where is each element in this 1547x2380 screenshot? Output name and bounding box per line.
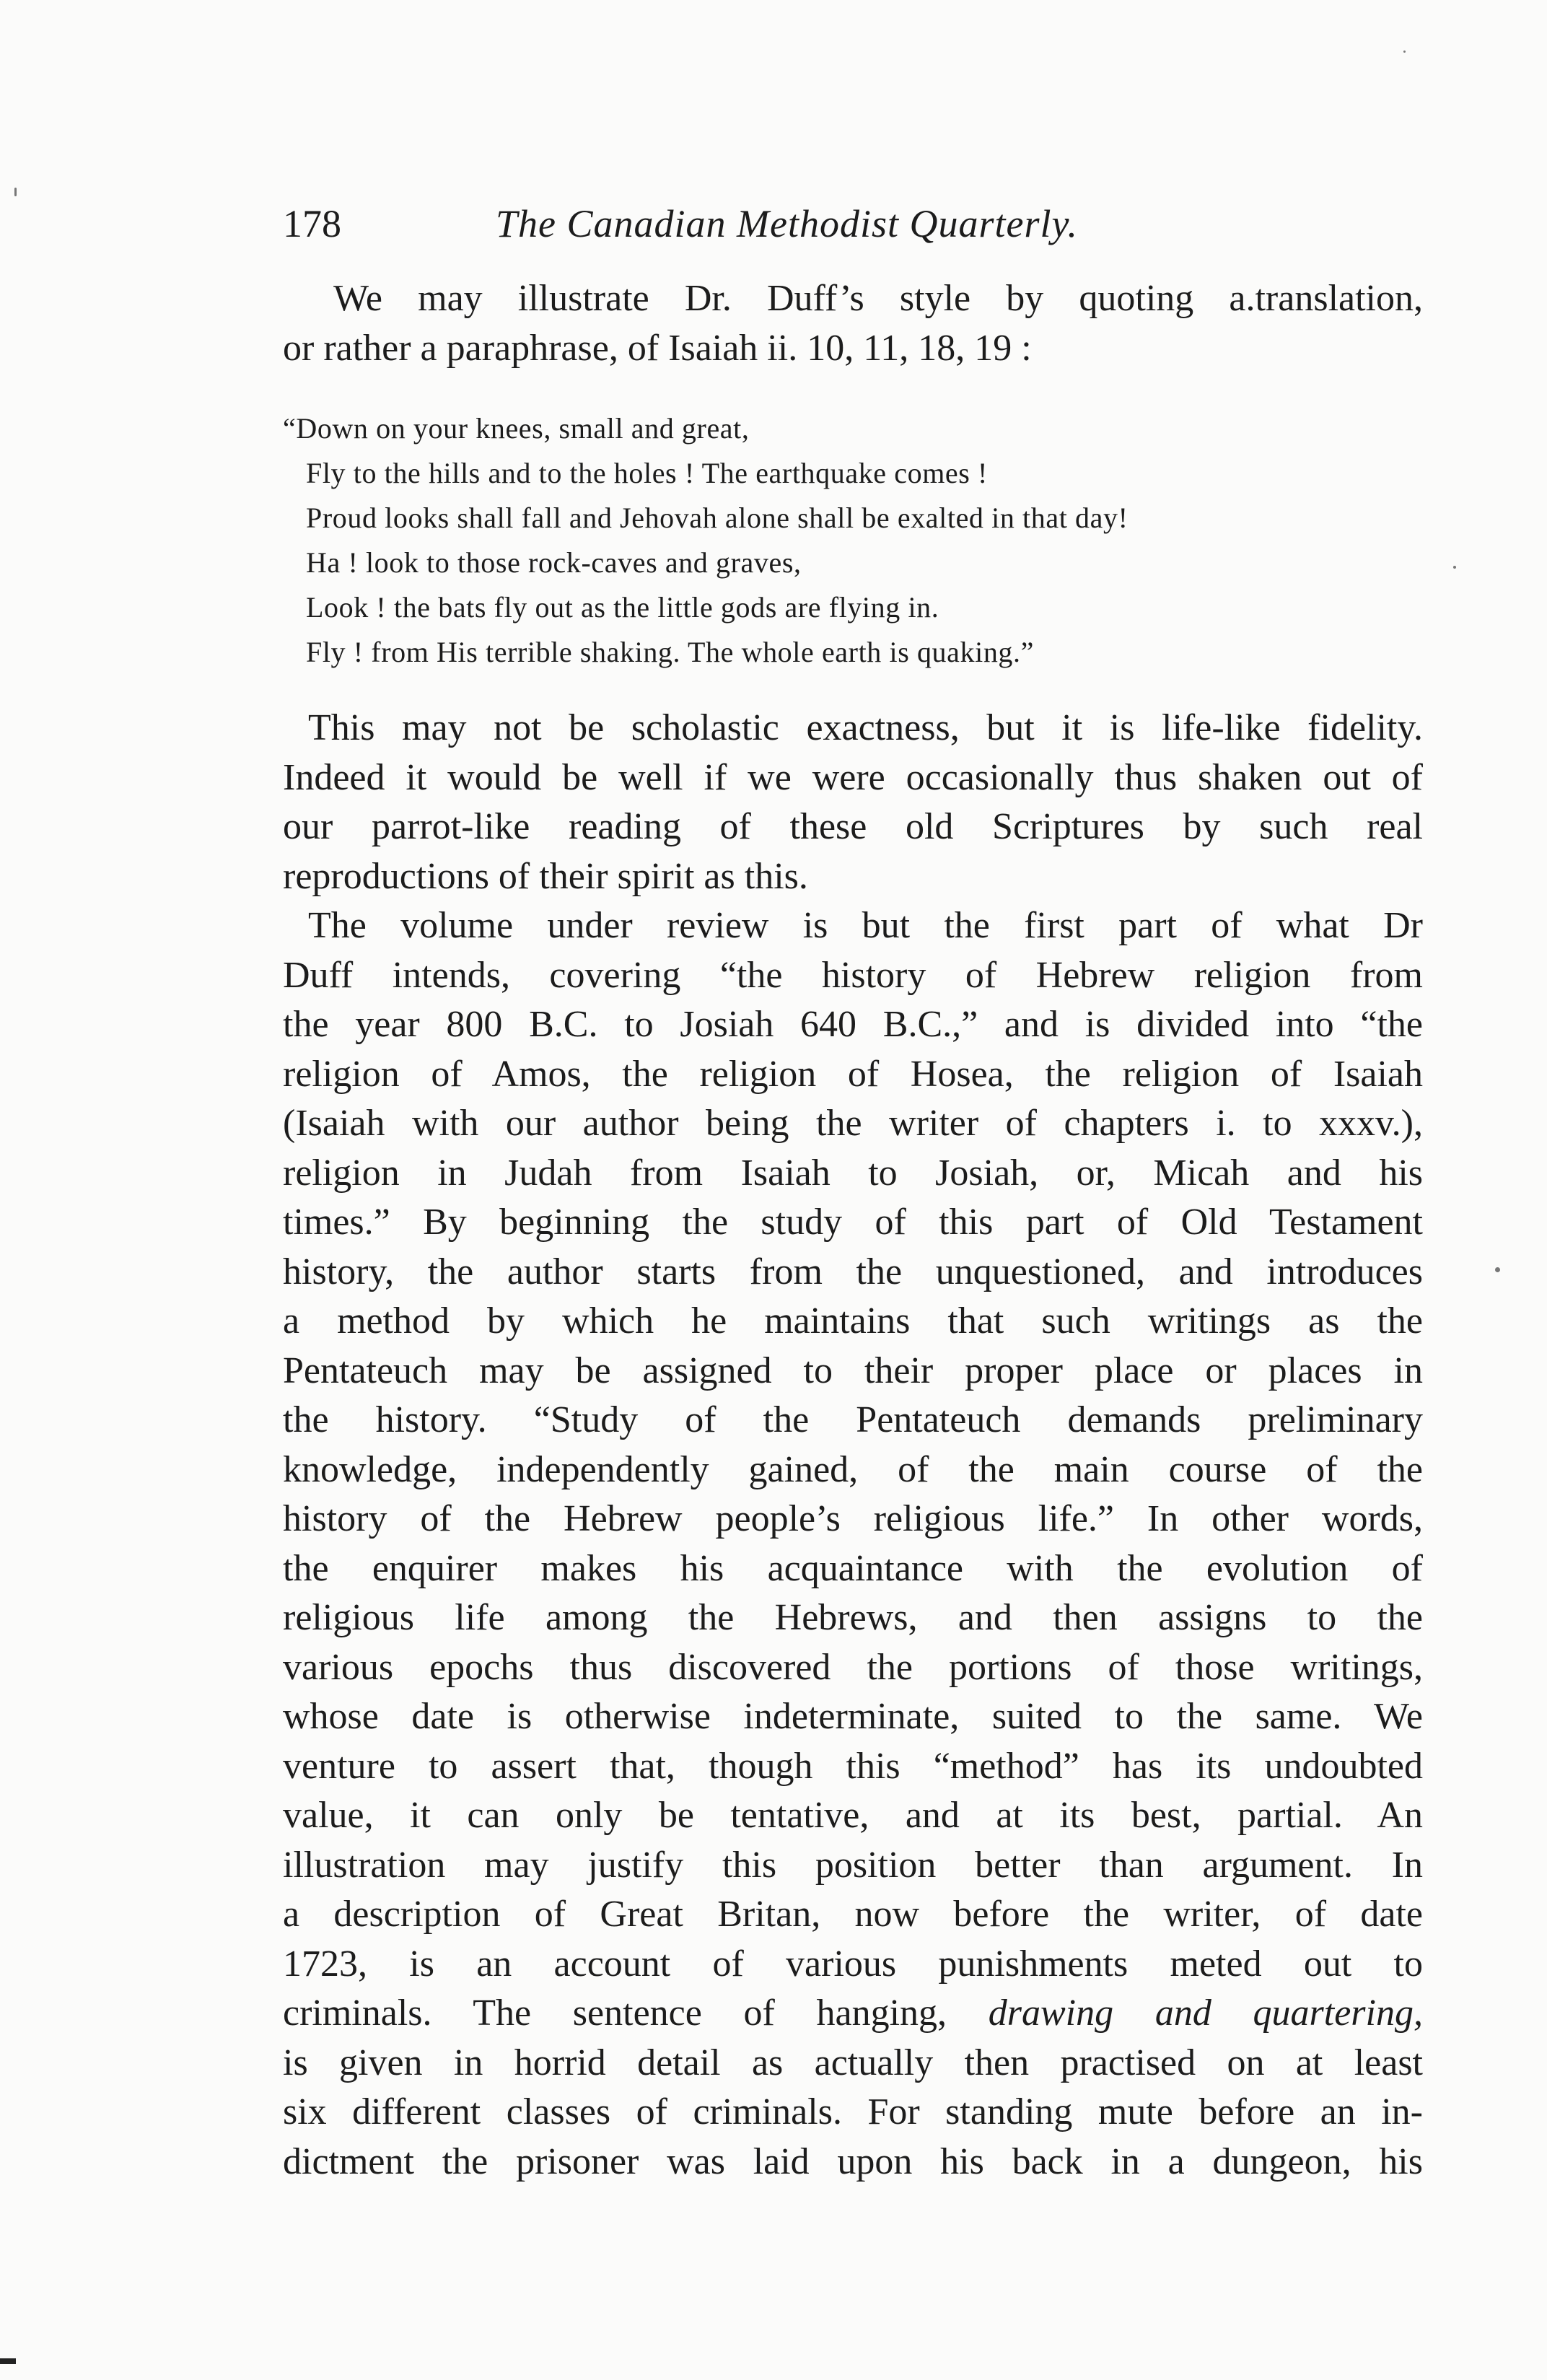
text-line: dictment the prisoner was laid upon his back in a dungeon, his: [283, 2140, 1423, 2182]
text-line: the year 800 B.C. to Josiah 640 B.C.,” and is divided into “the: [283, 1004, 1423, 1045]
text-line: value, it can only be tentative, and at its best, partial. An: [283, 1795, 1423, 1836]
text-line: religious life among the Hebrews, and then assigns to the: [283, 1597, 1423, 1638]
text-line: is given in horrid detail as actually then practised on at least: [283, 2042, 1423, 2083]
margin-speck: [14, 188, 17, 196]
verse-line: Look ! the bats fly out as the little gods are flying in.: [306, 591, 939, 624]
text-line: reproductions of their spirit as this.: [283, 855, 808, 897]
verse-line: “Down on your knees, small and great,: [283, 412, 750, 445]
text-line: history, the author starts from the unquestioned, and introduces: [283, 1251, 1423, 1292]
text-line: Duff intends, covering “the history of Hebrew religion from: [283, 954, 1423, 996]
text-line: times.” By beginning the study of this part of Old Testament: [283, 1202, 1423, 1243]
verse-quotation: [283, 406, 1423, 675]
page-body: [283, 195, 1423, 2187]
journal-title: The Canadian Methodist Quarterly.: [496, 202, 1078, 245]
text-line: a method by which he maintains that such writings as the: [283, 1300, 1423, 1342]
margin-speck: [1495, 1267, 1500, 1272]
text-line: whose date is otherwise indeterminate, suited to the same. We: [283, 1696, 1423, 1737]
paragraph-fidelity: [283, 704, 1423, 901]
verse-line: Fly ! from His terrible shaking. The whole earth is quaking.”: [306, 636, 1034, 668]
text-line: or rather a paraphrase, of Isaiah ii. 10, 11, 18, 19 :: [283, 327, 1032, 369]
text-line: venture to assert that, though this “method” has its undoubted: [283, 1745, 1423, 1787]
text-line: Indeed it would be well if we were occasionally thus shaken out of: [283, 756, 1423, 798]
text-line: [283, 1989, 1423, 2039]
text-line: This may not be scholastic exactness, but it is life-like fidelity.: [308, 707, 1423, 748]
text-line: various epochs thus discovered the portions of those writings,: [283, 1646, 1423, 1688]
text-line: the enquirer makes his acquaintance with the evolution of: [283, 1547, 1423, 1589]
text-line: 1723, is an account of various punishments meted out to: [283, 1943, 1423, 1985]
intro-paragraph: [283, 274, 1423, 373]
text-line: a description of Great Britan, now before the writer, of date: [283, 1894, 1423, 1935]
text-line: knowledge, independently gained, of the main course of the: [283, 1448, 1423, 1490]
verse-line: Ha ! look to those rock-caves and graves,: [306, 546, 802, 579]
text-line: We may illustrate Dr. Duff’s style by quoting a.translation,: [333, 278, 1423, 319]
paragraph-volume-review: [283, 901, 1423, 2187]
verse-line: Proud looks shall fall and Jehovah alone shall be exalted in that day!: [306, 502, 1129, 534]
margin-speck: [1453, 566, 1456, 569]
text-line: (Isaiah with our author being the writer of chapters i. to xxxv.),: [283, 1103, 1423, 1144]
scan-edge-mark: [0, 2358, 16, 2364]
running-head: [283, 195, 1423, 253]
verse-line: Fly to the hills and to the holes ! The earthquake comes !: [306, 457, 988, 489]
text-line: religion of Amos, the religion of Hosea, the religion of Isaiah: [283, 1053, 1423, 1095]
text-line: religion in Judah from Isaiah to Josiah, or, Micah and his: [283, 1152, 1423, 1194]
text-line: the history. “Study of the Pentateuch demands preliminary: [283, 1399, 1423, 1440]
text-line: The volume under review is but the first part of what Dr: [308, 905, 1423, 946]
margin-speck: [1403, 51, 1406, 53]
text-line: six different classes of criminals. For standing mute before an in-: [283, 2091, 1423, 2132]
text-line: our parrot-like reading of these old Scriptures by such real: [283, 806, 1423, 847]
page-number: 178: [283, 202, 341, 245]
emphasis-text: drawing and quartering,: [988, 1992, 1423, 2034]
text-line: history of the Hebrew people’s religious life.” In other words,: [283, 1498, 1423, 1539]
text-line: Pentateuch may be assigned to their proper place or places in: [283, 1349, 1423, 1391]
text-run: criminals. The sentence of hanging,: [283, 1992, 989, 2034]
text-line: illustration may justify this position better than argument. In: [283, 1844, 1423, 1886]
